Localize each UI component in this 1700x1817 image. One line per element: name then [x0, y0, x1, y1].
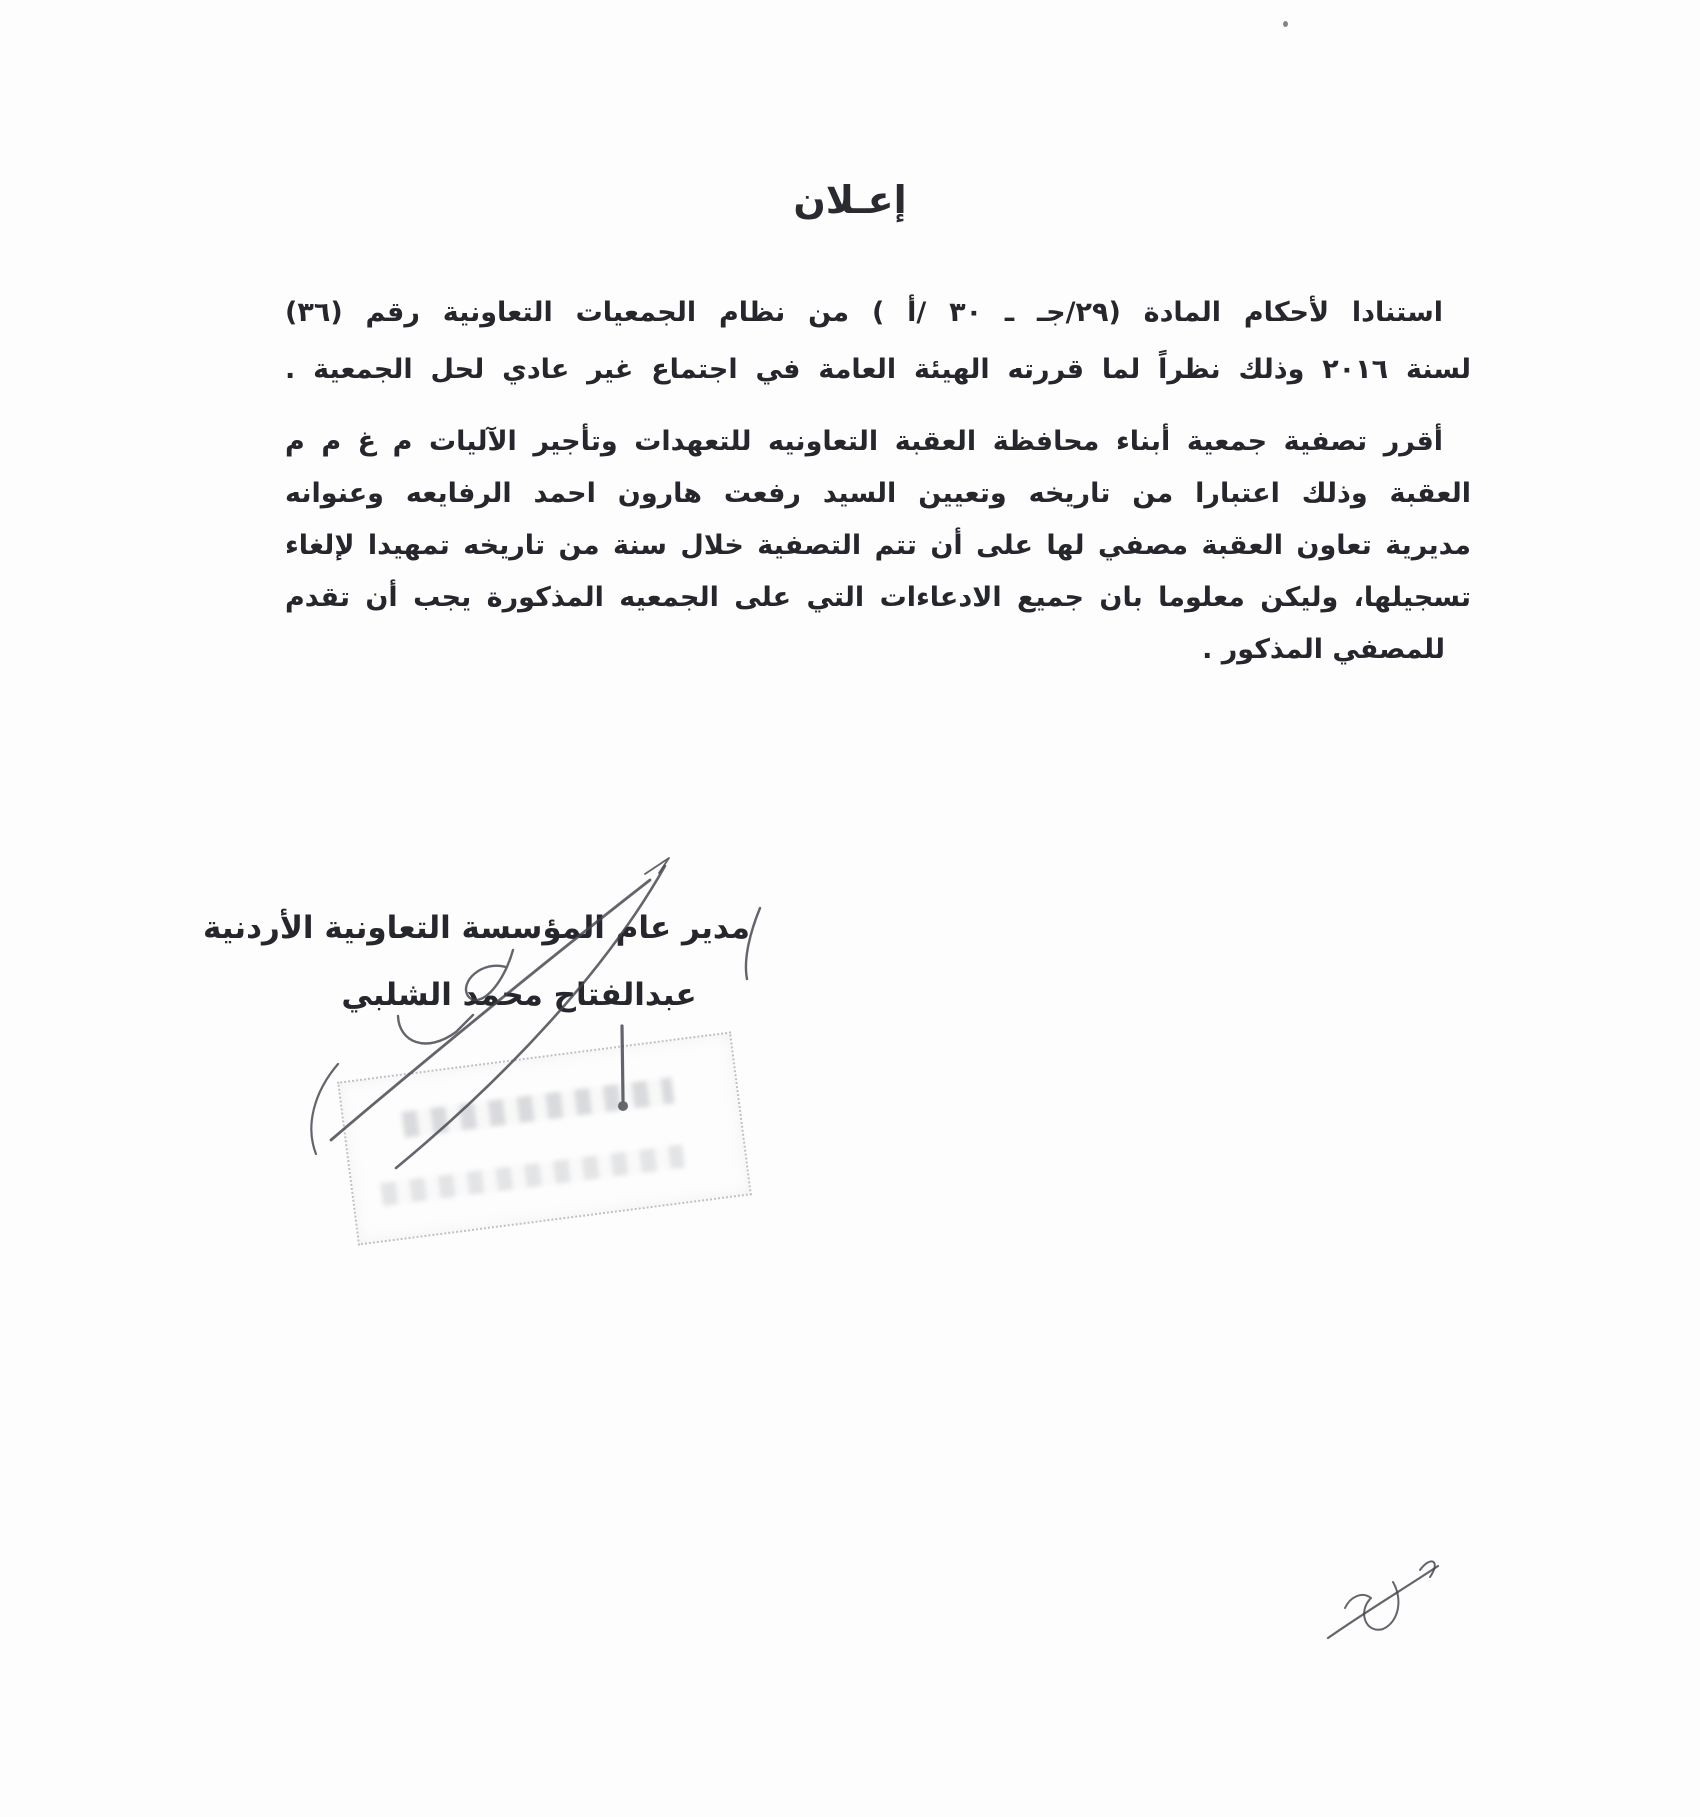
signature-stroke-icon	[311, 1064, 338, 1154]
body-line: أقرر تصفية جمعية أبناء محافظة العقبة التعاونيه للتعهدات وتأجير الآليات م غ م م	[285, 426, 1443, 457]
body-line: للمصفي المذكور .	[1202, 634, 1445, 665]
body-line: لسنة ٢٠١٦ وذلك نظراً لما قررته الهيئة العامة في اجتماع غير عادي لحل الجمعية .	[285, 354, 1471, 385]
body-line: مديرية تعاون العقبة مصفي لها على أن تتم التصفية خلال سنة من تاريخه تمهيدا لإلغاء	[285, 530, 1471, 561]
body-line: استنادا لأحكام المادة (٢٩/جـ ـ ٣٠ /أ ) من نظام الجمعيات التعاونية رقم (٣٦)	[285, 297, 1444, 328]
stamp-text-smudge	[401, 1077, 674, 1137]
document-title: إعـلان	[793, 178, 907, 222]
signature-stroke-icon	[645, 858, 669, 874]
paragraph-liquidation-decision	[285, 416, 1471, 676]
signature-block	[202, 900, 750, 1020]
official-stamp	[337, 1031, 752, 1245]
body-line: العقبة وذلك اعتبارا من تاريخه وتعيين السيد رفعت هارون احمد الرفايعه وعنوانه	[285, 478, 1471, 509]
signatory-name: عبدالفتاح محمد الشلبي	[341, 977, 697, 1013]
scan-artifact-speck	[1283, 21, 1288, 27]
body-line: تسجيلها، وليكن معلوما بان جميع الادعاءات التي على الجمعيه المذكورة يجب أن تقدم	[285, 582, 1471, 613]
paragraph-legal-basis	[285, 284, 1471, 398]
signatory-title: مدير عام المؤسسة التعاونية الأردنية	[202, 910, 750, 946]
initials-scribble	[1328, 1561, 1438, 1638]
stamp-text-smudge	[380, 1145, 684, 1206]
